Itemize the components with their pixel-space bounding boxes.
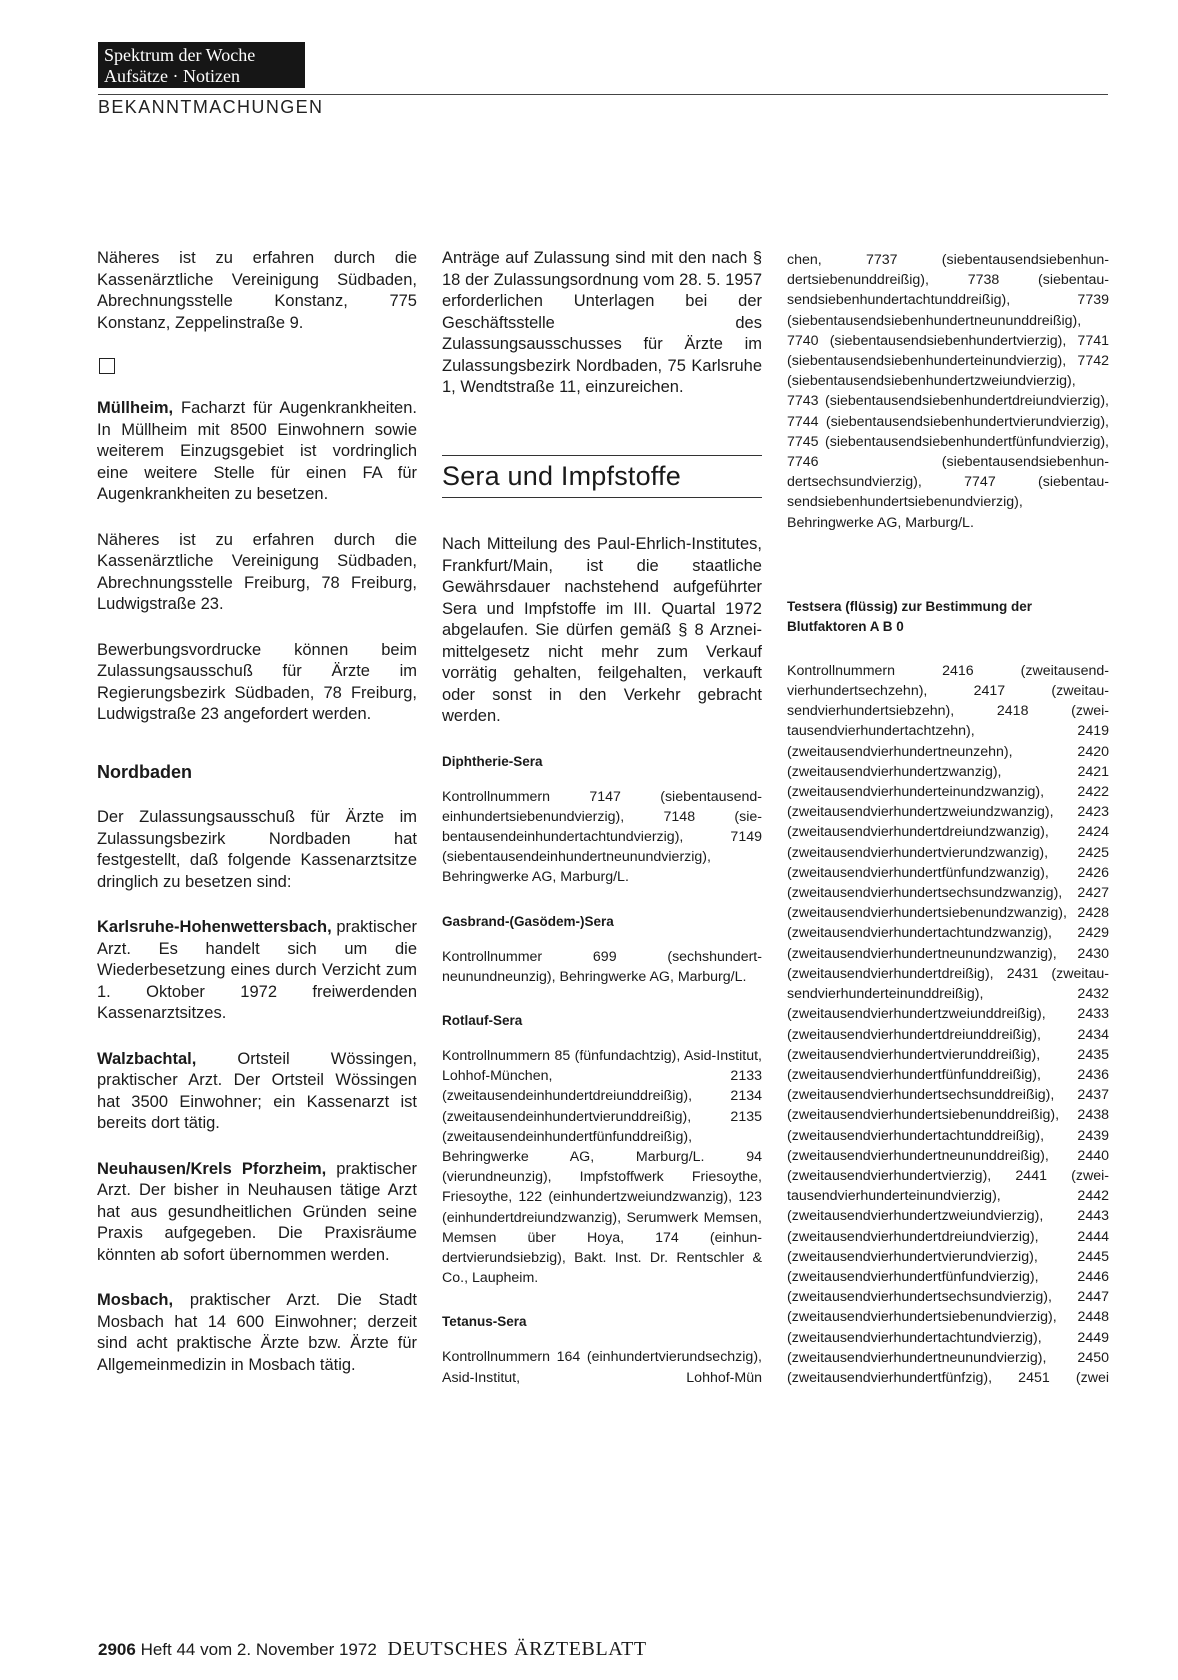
paragraph: Kontrollnummern 85 (fünfundachtzig), Asid-Institut, Lohhof-München, 2133 (zweitausendeinhundertdreiunddreißig), 2134 (zweitausendeinhundertvierunddreißig), 2135 (zweitausendeinhundertfünfunddreißig), Behringwerke AG, Marburg/L. 94 (vierundneunzig), Impfstoffwerk Friesoythe, Friesoythe, 122 (einhundertzweiundzwanzig), 123 (einhundertdreiundzwanzig), Serumwerk Memsen, Memsen über Hoya, 174 (einhundertvierundsiebzig), Bakt. Inst. Dr. Rentschler & Co., Laupheim. bbox=[442, 1047, 762, 1287]
heading-sera-impfstoffe: Sera und Impfstoffe bbox=[442, 460, 681, 491]
section-label: BEKANNTMACHUNGEN bbox=[98, 97, 324, 117]
paragraph: Näheres ist zu erfahren durch die Kassenärztliche Vereinigung Südbaden, Abrechnungsstelle Freiburg, 78 Freiburg, Ludwigstraße 23. bbox=[97, 530, 417, 613]
entry-lead: Karlsruhe-Hohenwettersbach, bbox=[97, 918, 332, 936]
paragraph: Kontrollnummer 699 (sechshundertneunundneunzig), Behringwerke AG, Marburg/L. bbox=[442, 948, 762, 985]
paragraph bbox=[97, 1049, 417, 1135]
rubric-line-2: Aufsätze · Notizen bbox=[104, 66, 240, 86]
paragraph: Anträge auf Zulassung sind mit den nach § 18 der Zulassungsordnung vom 28. 5. 1957 erforderlichen Unterlagen bei der Geschäftsstelle des Zulassungsausschusses für Ärzte im Zulassungsbezirk Nordbaden, 75 Karlsruhe 1, Wendtstraße 11, einzureichen. bbox=[442, 249, 762, 396]
heading-testsera: Testsera (flüssig) zur Bestimmung der Blutfaktoren A B 0 bbox=[787, 598, 1033, 634]
page-footer bbox=[98, 1638, 647, 1661]
entry-text: praktischer Arzt. Der bisher in Neuhausen tätige Arzt hat aus gesundheitlichen Gründen seine Praxis aufgegeben. Die Praxisräume könnten ab sofort übernommen werden. bbox=[97, 1159, 417, 1264]
heading-diphtherie-sera: Diphtherie-Sera bbox=[442, 753, 543, 769]
entry-text: praktischer Arzt. Die Stadt Mosbach hat 14 600 Einwohner; derzeit sind acht praktische Ärzte bzw. Ärzte für Allgemeinmedizin in Mosbach tätig. bbox=[97, 1291, 417, 1374]
paragraph: Der Zulassungsausschuß für Ärzte im Zulassungsbezirk Nordbaden hat festgestellt, daß folgende Kassenarztsitze dringlich zu besetzen sind: bbox=[97, 808, 417, 891]
paragraph: Bewerbungsvordrucke können beim Zulassungsausschuß für Ärzte im Regierungsbezirk Südbaden, 78 Freiburg, Ludwigstraße 23 angefordert werden. bbox=[97, 640, 417, 723]
heading-gasbrand-sera: Gasbrand-(Gasödem-)Sera bbox=[442, 913, 614, 929]
column-1 bbox=[97, 248, 417, 1376]
entry-text: praktischer Arzt. Es handelt sich um die Wiederbesetzung eines durch Verzicht zum 1. Oktober 1972 freiwerdenden Kassenarztsitzes. bbox=[97, 918, 418, 1022]
paragraph: Kontrollnummern 7147 (siebentausendeinhundertsiebenundvierzig), 7148 (siebentausendeinhundertachtundvierzig), 7149 (siebentausendeinhundertneunundvierzig), Behringwerke AG, Marburg/L. bbox=[442, 788, 762, 886]
entry-lead: Müllheim, bbox=[97, 399, 174, 417]
magazine-title: DEUTSCHES ÄRZTEBLATT bbox=[387, 1638, 647, 1660]
heading-rotlauf-sera: Rotlauf-Sera bbox=[442, 1012, 523, 1028]
paragraph bbox=[97, 1290, 417, 1376]
heading-nordbaden: Nordbaden bbox=[97, 761, 193, 782]
paragraph: Nach Mitteilung des Paul-Ehrlich-Institutes, Frankfurt/Main, ist die staatliche Gewährsdauer nachstehend aufgeführter Sera und Impfstoffe im III. Quartal 1972 abgelaufen. Sie dürfen gemäß § 8 Arzneimittelgesetz nicht mehr zum Verkauf vorrätig gehalten, feilgehalten, verkauft oder sonst in den Verkehr gebracht werden. bbox=[442, 535, 762, 725]
paragraph bbox=[97, 1159, 417, 1267]
paragraph: Kontrollnummern 2416 (zweitausendvierhundertsechzehn), 2417 (zweitausendvierhundertsiebzehn), 2418 (zweitausendvierhundertachtzehn), 2419 (zweitausendvierhundertneunzehn), 2420 (zweitausendvierhundertzwanzig), 2421 (zweitausendvierhunderteinundzwanzig), 2422 (zweitausendvierhundertzweiundzwanzig), 2423 (zweitausendvierhundertdreiundzwanzig), 2424 (zweitausendvierhundertvierundzwanzig), 2425 (zweitausendvierhundertfünfundzwanzig), 2426 (zweitausendvierhundertsechsundzwanzig), 2427 (zweitausendvierhundertsiebenundzwanzig), 2428 (zweitausendvierhundertachtundzwanzig), 2429 (zweitausendvierhundertneunundzwanzig), 2430 (zweitausendvierhundertdreißig), 2431 (zweitausendvierhunderteinunddreißig), 2432 (zweitausendvierhundertzweiunddreißig), 2433 (zweitausendvierhundertdreiunddreißig), 2434 (zweitausendvierhundertvierunddreißig), 2435 (zweitausendvierhundertfünfunddreißig), 2436 (zweitausendvierhundertsechsunddreißig), 2437 (zweitausendvierhundertsiebenunddreißig), 2438 (zweitausendvierhundertachtunddreißig), 2439 (zweitausendvierhundertneununddreißig), 2440 (zweitausendvierhundertvierzig), 2441 (zweitausendvierhunderteinundvierzig), 2442 (zweitausendvierhundertzweiundvierzig), 2443 (zweitausendvierhundertdreiundvierzig), 2444 (zweitausendvierhundertvierundvierzig), 2445 (zweitausendvierhundertfünfundvierzig), 2446 (zweitausendvierhundertsechsundvierzig), 2447 (zweitausendvierhundertsiebenundvierzig), 2448 (zweitausendvierhundertachtundvierzig), 2449 (zweitausendvierhundertneunundvierzig), 2450 (zweitausendvierhundertfünfzig), 2451 (zwei bbox=[787, 662, 1109, 1386]
entry-lead: Walzbachtal, bbox=[97, 1049, 197, 1068]
paragraph: Näheres ist zu erfahren durch die Kassenärztliche Vereinigung Südbaden, Abrechnungsstelle Konstanz, 775 Konstanz, Zeppelinstraße 9. bbox=[97, 249, 417, 332]
rubric-line-1: Spektrum der Woche bbox=[104, 45, 256, 65]
column-2 bbox=[442, 248, 762, 1388]
heading-tetanus-sera: Tetanus-Sera bbox=[442, 1314, 527, 1330]
column-3 bbox=[787, 250, 1109, 1388]
entry-text: Ortsteil Wössingen, praktischer Arzt. Der Ortsteil Wössingen hat 3500 Einwohner; ein Kassenarzt ist bereits dort tätig. bbox=[97, 1049, 417, 1132]
section-heading-box bbox=[442, 455, 762, 499]
entry-lead: Mosbach, bbox=[97, 1291, 174, 1309]
separator-square-icon bbox=[99, 358, 115, 374]
section-rubric bbox=[98, 42, 305, 88]
entry-lead: Neuhausen/Krels Pforzheim, bbox=[97, 1159, 327, 1178]
paragraph bbox=[97, 917, 417, 1025]
page-number: 2906 bbox=[98, 1640, 136, 1659]
paragraph: chen, 7737 (siebentausendsiebenhundertsiebenunddreißig), 7738 (siebentausendsiebenhundertachtunddreißig), 7739 (siebentausendsiebenhundertneununddreißig), 7740 (siebentausendsiebenhundertvierzig), 7741 (siebentausendsiebenhunderteinundvierzig), 7742 (siebentausendsiebenhundertzweiundvierzig), 7743 (siebentausendsiebenhundertdreiundvierzig), 7744 (siebentausendsiebenhundertvierundvierzig), 7745 (siebentausendsiebenhundertfünfundvierzig), 7746 (siebentausendsiebenhundertsechsundvierzig), 7747 (siebentausendsiebenhundertsiebenundvierzig), Behringwerke AG, Marburg/L. bbox=[787, 252, 1109, 531]
paragraph: Kontrollnummern 164 (einhundertvierundsechzig), Asid-Institut, Lohhof-Mün bbox=[442, 1349, 762, 1386]
paragraph bbox=[97, 398, 417, 506]
header-rule bbox=[98, 94, 1108, 95]
issue-date: Heft 44 vom 2. November 1972 bbox=[140, 1640, 377, 1659]
entry-text: Facharzt für Augenkrankheiten. In Müllheim mit 8500 Einwohnern sowie weiterem Einzugsgebiet ist vordringlich eine weitere Stelle für einen FA für Augenkrankheiten zu besetzen. bbox=[97, 399, 417, 503]
